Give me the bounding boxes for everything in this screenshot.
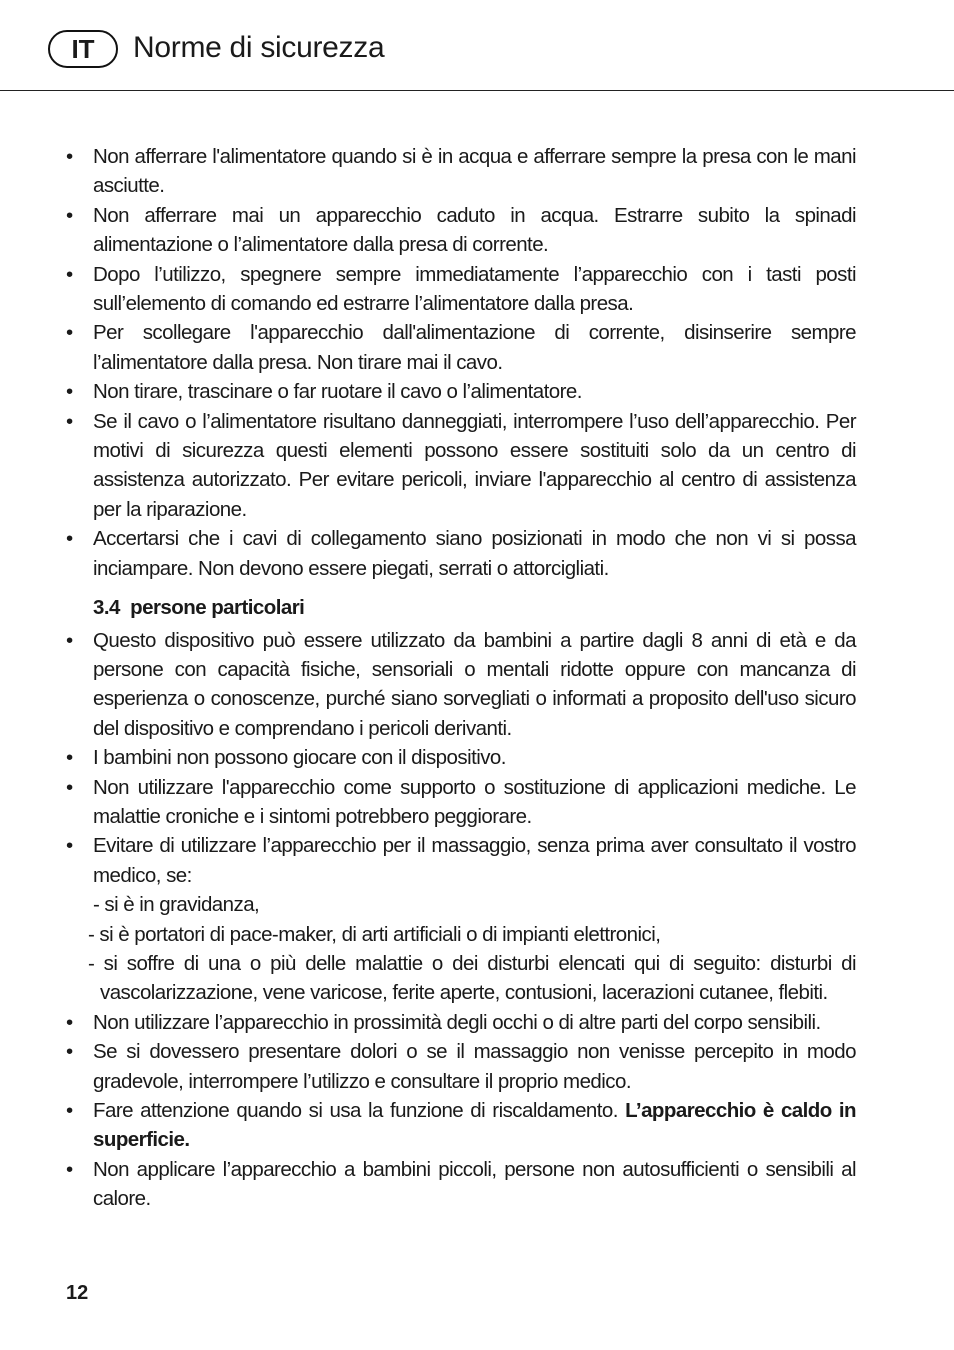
list-item: • Non applicare l’apparecchio a bambini piccoli, persone non autosufficienti o sensibili al calore. [66, 1155, 856, 1214]
page-header [0, 0, 954, 91]
list-item: • Se si dovessero presentare dolori o se il massaggio non venisse percepito in modo gradevole, interrompere l’utilizzo e consultare il proprio medico. [66, 1037, 856, 1096]
heating-warning: L’apparecchio è caldo in superficie. [93, 1099, 857, 1152]
language-badge: IT [48, 30, 118, 68]
list-item: • Non afferrare l'alimentatore quando si è in acqua e afferrare sempre la presa con le mani asciutte. [66, 142, 856, 201]
list-item: • Evitare di utilizzare l’apparecchio per il massaggio, senza prima aver consultato il vostro medico, se: [66, 831, 856, 890]
section-number: 3.4 [93, 596, 120, 620]
list-item: • Dopo l’utilizzo, spegnere sempre immediatamente l’apparecchio con i tasti posti sull’elemento di comando ed estrarre l’alimentatore dalla presa. [66, 260, 856, 319]
heating-text: Fare attenzione quando si usa la funzione di riscaldamento. [93, 1099, 626, 1122]
list-item: • Questo dispositivo può essere utilizzato da bambini a partire dagli 8 anni di età e da persone con capacità fisiche, sensoriali o mentali ridotte oppure con mancanza di esperienza o conoscenze, purché siano sorvegliati o informati a proposito dell'uso sicuro del dispositivo e comprendano i pericoli derivanti. [66, 626, 856, 744]
safety-content [66, 142, 856, 1214]
list-item: • Per scollegare l'apparecchio dall'alimentazione di corrente, disinserire sempre l’alimentatore dalla presa. Non tirare mai il cavo. [66, 318, 856, 377]
page-title: Norme di sicurezza [133, 31, 385, 64]
section-heading [66, 593, 856, 622]
list-item: • Non utilizzare l'apparecchio come supporto o sostituzione di applicazioni mediche. Le malattie croniche e i sintomi potrebbero peggiorare. [66, 773, 856, 832]
list-item: • Non utilizzare l’apparecchio in prossimità degli occhi o di altre parti del corpo sensibili. [66, 1008, 856, 1037]
list-item: • Accertarsi che i cavi di collegamento siano posizionati in modo che non vi si possa inciampare. Non devono essere piegati, serrati o attorcigliati. [66, 524, 856, 583]
dash-item: - si è portatori di pace-maker, di arti artificiali o di impianti elettronici, [88, 922, 661, 946]
list-item: • Non afferrare mai un apparecchio caduto in acqua. Estrarre subito la spinadi alimentazione o l’alimentatore dalla presa di corrente. [66, 201, 856, 260]
section-title: persone particolari [130, 596, 305, 620]
list-item-heating [66, 1096, 856, 1155]
dash-item: - si soffre di una o più delle malattie o dei disturbi elencati qui di seguito: disturbi di vascolarizzazione, vene varicose, ferite aperte, contusioni, lacerazioni cutanee, flebiti. [88, 951, 856, 1005]
list-item: • Se il cavo o l’alimentatore risultano danneggiati, interrompere l’uso dell’apparecchio. Per motivi di sicurezza questi elementi possono essere sostituiti solo da un centro di assistenza autorizzato. Per evitare pericoli, inviare l'apparecchio al centro di assistenza per la riparazione. [66, 407, 856, 525]
list-item: • I bambini non possono giocare con il dispositivo. [66, 743, 856, 772]
dash-item: - si è in gravidanza, [93, 893, 260, 917]
list-item: • Non tirare, trascinare o far ruotare il cavo o l’alimentatore. [66, 377, 856, 406]
page-number: 12 [66, 1282, 89, 1304]
